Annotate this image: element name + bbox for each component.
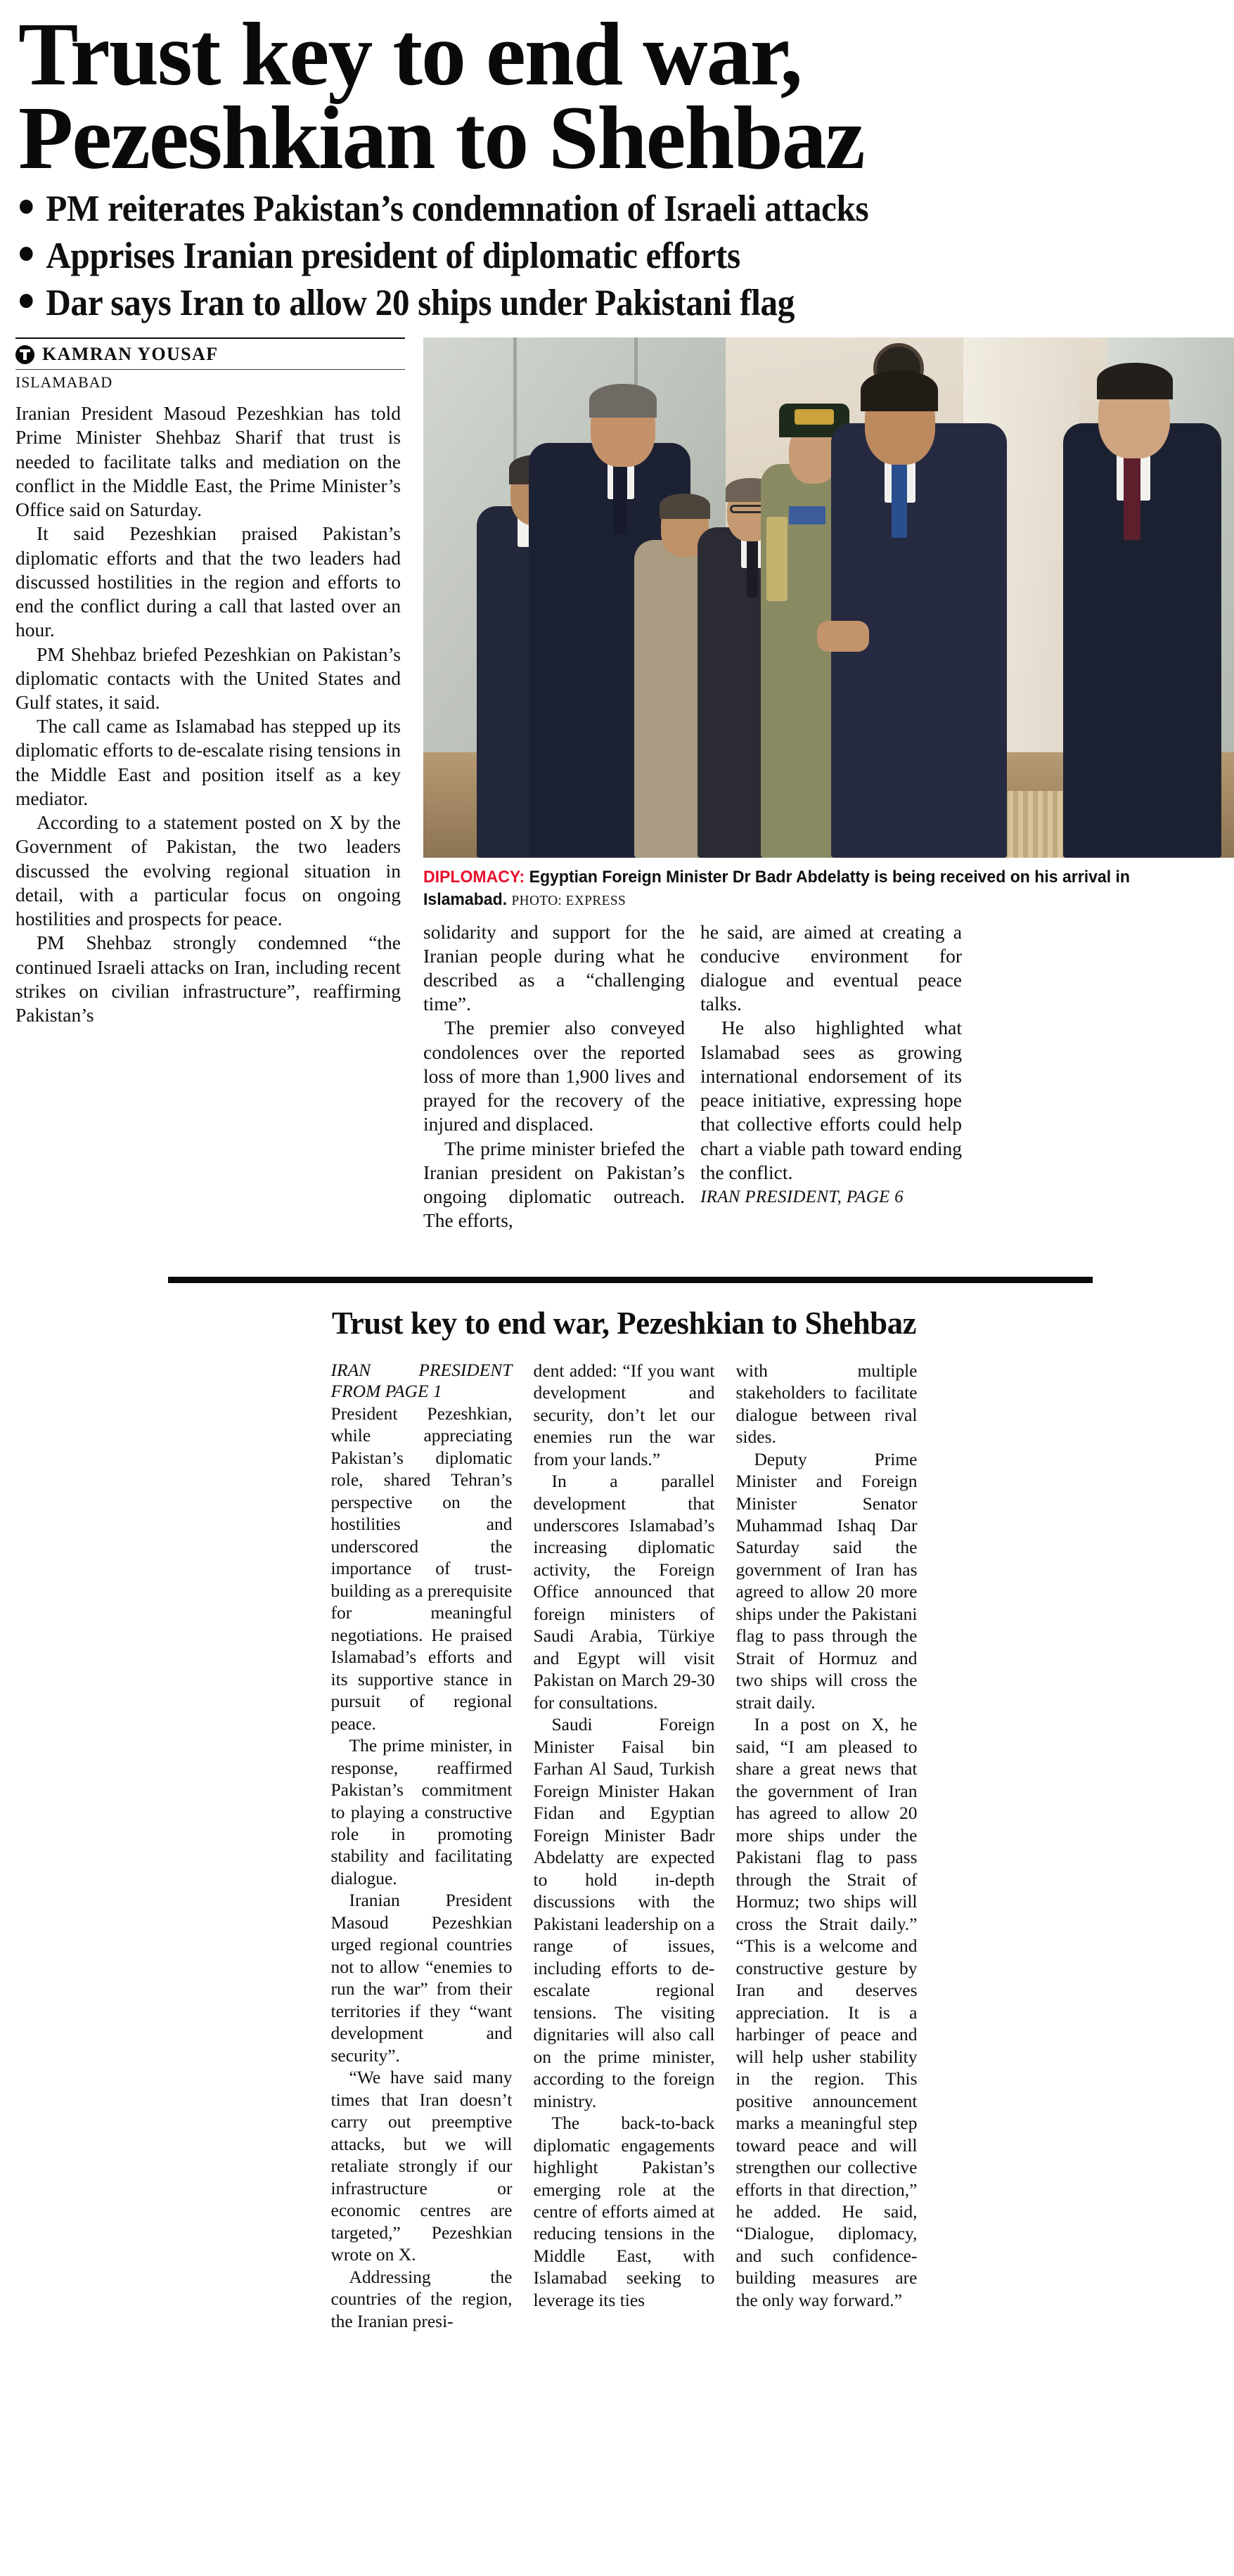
express-tribune-logo-icon	[15, 345, 34, 364]
paragraph: The prime minister briefed the Iranian president on Pakistan’s ongoing diplomatic outreach. The efforts,	[423, 1137, 685, 1232]
paragraph: President Pezeshkian, while appreciating Pakistan’s diplomatic role, shared Tehran’s perspective on the hostilities and underscored the importance of trust-building as a prerequisite for meaningful negotiations. He praised Islamabad’s efforts and its supportive stance in pursuit of regional peace.	[330, 1403, 513, 1734]
caption-kicker: DIPLOMACY:	[423, 868, 525, 887]
lower-columns	[331, 1360, 918, 2333]
paragraph: Deputy Prime Minister and Foreign Minister Senator Muhammad Ishaq Dar Saturday said the government of Iran has agreed to allow 20 more ships under the Pakistani flag to pass through the Strait of Hormuz and two ships will cross the strait daily.	[735, 1448, 918, 1713]
paragraph: solidarity and support for the Iranian people during what he described as a “challenging time”.	[423, 920, 685, 1015]
bullet-dot-icon	[20, 200, 33, 214]
paragraph: The back-to-back diplomatic engagements highlight Pakistan’s emerging role at the centre of efforts aimed at reducing tensions in the Middle East, with Islamabad seeking to leverage its ties	[533, 2113, 715, 2310]
newspaper-page	[0, 4, 1234, 2576]
lower-column-2	[534, 1360, 715, 2333]
paragraph: In a post on X, he said, “I am pleased to share a great news that the government of Iran has agreed to allow 20 more ships under the Pakistani flag to pass through the Strait of Hormuz; two ships will cross the Strait daily.” “This is a welcome and constructive gesture by Iran and deserves appreciation. It is a harbinger of peace and will help usher stability in the region. This positive announcement marks a meaningful step toward peace and will strengthen our collective efforts in that direction,” he added. He said, “Dialogue, diplomacy, and such confidence-building measures are the only way forward.”	[735, 1714, 918, 2310]
list-item	[20, 237, 1135, 275]
photo-credit: PHOTO: EXPRESS	[511, 892, 626, 908]
top-continuation-columns	[423, 920, 1234, 1233]
paragraph: “We have said many times that Iran doesn’t carry out preemptive attacks, but we will retaliate strongly if our infrastructure or economic centres are targeted,” Pezeshkian wrote on X.	[330, 2067, 513, 2265]
continued-from-line: IRAN PRESIDENT FROM PAGE 1	[330, 1359, 513, 1402]
photo-block	[423, 337, 1234, 1232]
byline-author: KAMRAN YOUSAF	[42, 344, 219, 365]
rule	[15, 369, 405, 370]
column-gutter	[715, 1360, 736, 2333]
bullet-list	[20, 190, 1219, 322]
rule	[15, 337, 405, 339]
paragraph: He also highlighted what Islamabad sees as growing international endorsement of its peace initiative, expressing hope that collective efforts could help chart a viable path toward ending the conflict.	[700, 1017, 962, 1183]
photo-person	[817, 341, 1007, 858]
lead-column	[15, 392, 411, 1027]
column-gutter	[411, 337, 423, 1232]
column-gutter	[513, 1360, 534, 2333]
bullet-text: PM reiterates Pakistan’s condemnation of Israeli attacks	[46, 188, 869, 230]
lower-article-title: Trust key to end war, Pezeshkian to Shehbaz	[331, 1304, 917, 1341]
paragraph: The prime minister, in response, reaffirmed Pakistan’s commitment to playing a constructive role in promoting stability and facilitating dialogue.	[330, 1735, 513, 1888]
section-rule	[168, 1277, 1093, 1283]
column-gutter	[685, 920, 700, 1233]
paragraph: PM Shehbaz briefed Pezeshkian on Pakistan’s diplomatic contacts with the United States and Gulf states, it said.	[15, 643, 401, 714]
lower-column-1	[331, 1360, 513, 2333]
lead-column-wrap	[15, 337, 411, 1232]
bullet-text: Dar says Iran to allow 20 ships under Pakistani flag	[46, 283, 795, 324]
paragraph: The premier also conveyed condolences over the reported loss of more than 1,900 lives and prayed for the recovery of the injured and displaced.	[423, 1017, 685, 1135]
photo-caption	[423, 866, 1202, 910]
photo-person	[1056, 337, 1221, 858]
column-spacer	[977, 920, 1234, 1233]
lower-article	[15, 1277, 1219, 2333]
page-title	[18, 4, 1219, 188]
paragraph: Saudi Foreign Minister Faisal bin Farhan Al Saud, Turkish Foreign Minister Hakan Fidan and Egyptian Foreign Minister Badr Abdelatty are expected to hold in-depth discussions with the Pakistani leadership on a range of issues, including efforts to de-escalate regional tensions. The visiting dignitaries will also call on the prime minister, according to the foreign ministry.	[533, 1714, 715, 2111]
paragraph: It said Pezeshkian praised Pakistan’s diplomatic efforts and that the two leaders had discussed hostilities in the region and efforts to end the conflict during a call that lasted over an hour.	[15, 522, 401, 641]
headline-line-2: Pezeshkian to Shehbaz	[18, 88, 864, 188]
byline	[15, 337, 411, 392]
column-gutter	[962, 920, 977, 1233]
paragraph: Iranian President Masoud Pezeshkian has told Prime Minister Shehbaz Sharif that trust is needed to facilitate talks and mediation on the conflict in the Middle East, the Prime Minister’s Office said on Saturday.	[15, 402, 401, 521]
jump-reference[interactable]: IRAN PRESIDENT, PAGE 6	[700, 1187, 904, 1207]
bullet-text: Apprises Iranian president of diplomatic efforts	[46, 236, 740, 277]
bullet-dot-icon	[20, 247, 33, 261]
paragraph: The call came as Islamabad has stepped up its diplomatic efforts to de-escalate rising tensions in the Middle East and position itself as a key mediator.	[15, 715, 401, 809]
top-section	[15, 337, 1219, 1232]
bullet-dot-icon	[20, 294, 33, 308]
paragraph: PM Shehbaz strongly condemned “the continued Israeli attacks on Iran, including recent strikes on civilian infrastructure”, reaffirming Pakistan’s	[15, 932, 401, 1026]
headline-line-1: Trust key to end war,	[18, 4, 802, 104]
paragraph: he said, are aimed at creating a conducive environment for dialogue and eventual peace talks.	[700, 920, 962, 1015]
byline-line	[15, 344, 405, 365]
list-item	[20, 190, 1135, 228]
paragraph: dent added: “If you want development and security, don’t let our enemies run the war from your lands.”	[533, 1360, 715, 1469]
paragraph: According to a statement posted on X by the Government of Pakistan, the two leaders discussed the evolving regional situation in detail, with a particular focus on ongoing hostilities and prospects for peace.	[15, 811, 401, 930]
lower-column-3	[736, 1360, 918, 2333]
caption-text: Egyptian Foreign Minister Dr Badr Abdelatty is being received on his arrival in Islamabad.	[423, 868, 1130, 909]
paragraph: Addressing the countries of the region, the Iranian presi-	[330, 2266, 513, 2331]
dateline: ISLAMABAD	[15, 373, 113, 392]
paragraph: with multiple stakeholders to facilitate dialogue between rival sides.	[735, 1360, 918, 1448]
column-two	[423, 920, 685, 1233]
list-item	[20, 284, 1135, 322]
column-three	[700, 920, 962, 1233]
news-photo	[423, 337, 1234, 858]
paragraph: Iranian President Masoud Pezeshkian urged regional countries not to allow “enemies to run the war” from their territories if they “want development and security”.	[330, 1890, 513, 2066]
paragraph: In a parallel development that underscores Islamabad’s increasing diplomatic activity, the Foreign Office announced that foreign ministers of Saudi Arabia, Türkiye and Egypt will visit Pakistan on March 29-30 for consultations.	[533, 1471, 715, 1713]
